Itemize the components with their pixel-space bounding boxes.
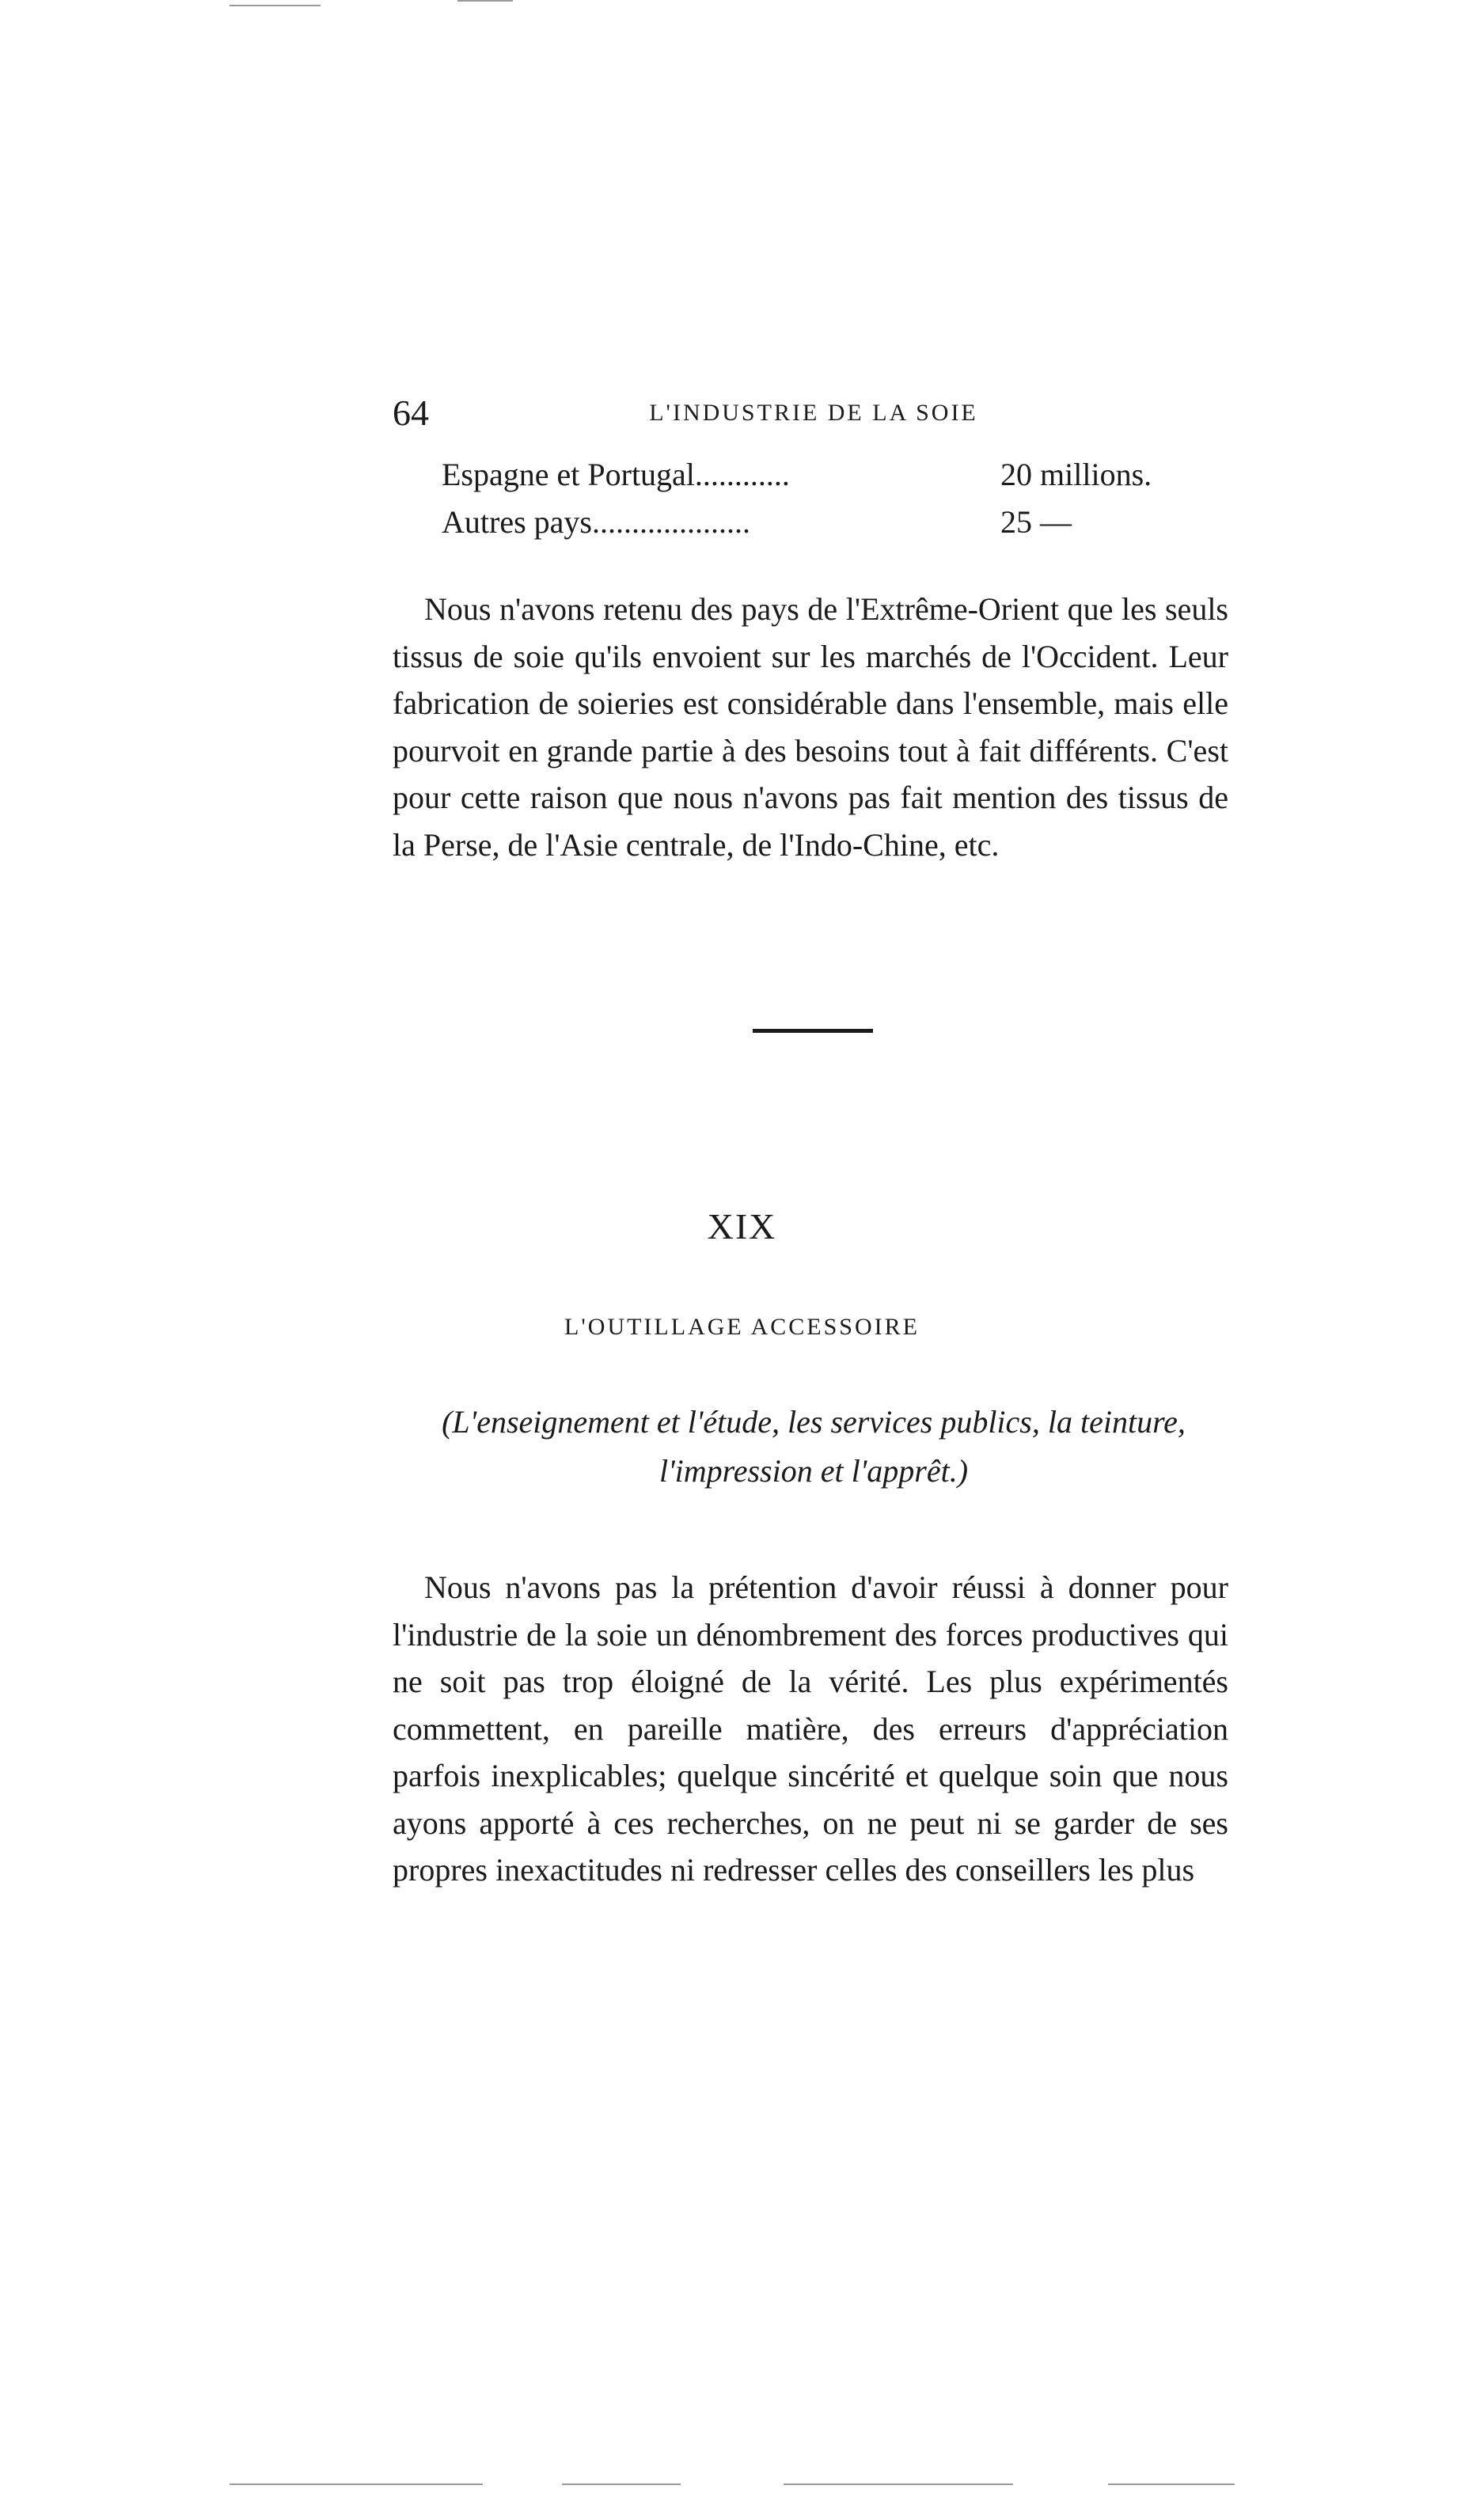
- page-number: 64: [393, 393, 429, 433]
- scan-edge-mark: [230, 5, 321, 6]
- chapter-body-paragraph: Nous n'avons pas la prétention d'avoir réussi à donner pour l'industrie de la soie un dénombrement des forces productives qui ne soit pas trop éloigné de la vérité. Les plus expérimentés commettent, en pareille matière, des erreurs d'appréciation parfois inexplicables; quelque sincérité et quelque soin que nous ayons apporté à ces recherches, on ne peut ni se garder de ses propres inexactitudes ni redresser celles des conseillers les plus: [393, 1569, 1228, 1888]
- statistics-value: 20 millions.: [1000, 457, 1152, 492]
- running-title: L'INDUSTRIE DE LA SOIE: [649, 400, 978, 426]
- scan-edge-mark: [562, 2484, 681, 2485]
- statistics-country: Autres pays....................: [442, 504, 750, 540]
- statistics-country: Espagne et Portugal............: [442, 457, 790, 492]
- body-paragraph: Nous n'avons retenu des pays de l'Extrême-Orient que les seuls tissus de soie qu'ils envoient sur les marchés de l'Occident. Leur fabrication de soieries est considérable dans l'ensemble, mais elle pourvoit en grande partie à des besoins tout à fait différents. C'est pour cette raison que nous n'avons pas fait mention des tissus de la Perse, de l'Asie centrale, de l'Indo-Chine, etc.: [393, 591, 1228, 863]
- section-separator: [753, 1029, 873, 1033]
- page-header: [393, 389, 1235, 437]
- chapter-title: L'OUTILLAGE ACCESSOIRE: [564, 1314, 920, 1340]
- chapter-subtitle: (L'enseignement et l'étude, les services publics, la teinture, l'impression et l'apprêt.): [442, 1404, 1186, 1489]
- statistics-row: [442, 451, 1233, 499]
- statistics-row: [442, 499, 1233, 546]
- statistics-value: 25 —: [1000, 504, 1072, 540]
- scan-edge-mark: [230, 2484, 483, 2485]
- scan-edge-mark: [1108, 2484, 1235, 2485]
- statistics-list: [442, 451, 1233, 546]
- scan-edge-mark: [457, 0, 513, 2]
- scan-edge-mark: [784, 2484, 1013, 2485]
- chapter-number: XIX: [707, 1206, 777, 1246]
